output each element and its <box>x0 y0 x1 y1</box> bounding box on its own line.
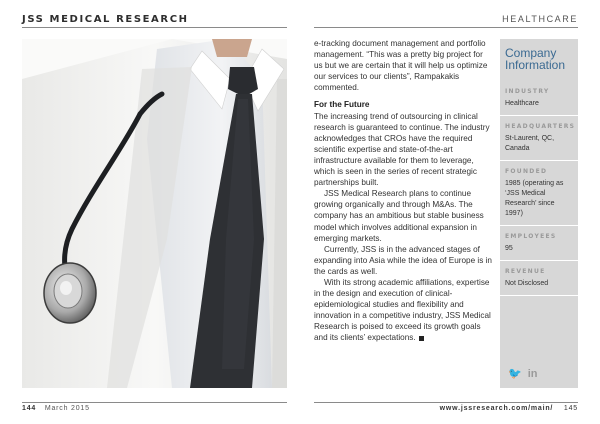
end-mark-icon <box>419 336 424 341</box>
header-left <box>22 9 287 28</box>
info-headquarters <box>500 115 578 160</box>
info-label: FOUNDED <box>505 168 548 175</box>
info-value: Not Disclosed <box>505 280 549 287</box>
doctor-photo <box>22 39 287 388</box>
section-heading: For the Future <box>314 100 370 110</box>
header-right <box>314 9 578 28</box>
article-paragraph: The increasing trend of outsourcing in clinical research is guaranteed to continue. The industry acknowledges that CROs have the required scientific expertise and state-of-the-art infrastructure available for them to leverage, which is seen in the series of recent strategic partnerships built. <box>314 111 490 188</box>
article-body <box>314 38 492 344</box>
info-label: INDUSTRY <box>505 88 550 95</box>
article-paragraph-final <box>314 277 492 344</box>
info-employees <box>500 225 578 260</box>
info-industry <box>500 81 578 115</box>
magazine-section-title: JSS MEDICAL RESEARCH <box>22 14 189 25</box>
company-info-title: Company Information <box>505 46 566 72</box>
linkedin-icon[interactable]: in <box>527 367 538 380</box>
info-founded <box>500 160 578 225</box>
article-paragraph: Currently, JSS is in the advanced stages of expanding into Asia while the idea of Europe is in the cards as well. <box>314 244 492 276</box>
info-label: REVENUE <box>505 268 546 275</box>
social-links <box>508 367 537 380</box>
section-label: HEALTHCARE <box>502 14 578 24</box>
doctor-stethoscope-photo-icon <box>22 39 287 388</box>
footer-left <box>22 402 287 412</box>
article-paragraph: JSS Medical Research plans to continue growing organically and through M&As. The company has an ambitious but stable business model which involves additional expansion in emerging markets. <box>314 189 484 243</box>
page-number-left: 144 <box>22 405 37 412</box>
info-value: 1985 (operating as ‘JSS Medical Research’ since 1997) <box>505 180 564 217</box>
info-value: Healthcare <box>505 100 539 107</box>
info-value: 95 <box>505 245 513 252</box>
info-label: HEADQUARTERS <box>505 123 576 130</box>
twitter-icon[interactable]: 🐦 <box>508 368 522 380</box>
info-label: EMPLOYEES <box>505 233 557 240</box>
article-paragraph: e-tracking document management and portfolio management. “This was a pretty big project for us but we are certain that it will help us optimize our services to our clients”, Rampakakis commented. <box>314 39 488 93</box>
company-info-panel <box>500 39 578 388</box>
website-link[interactable]: www.jssresearch.com/main/ <box>439 405 554 412</box>
info-value: St-Laurent, QC, Canada <box>505 135 555 152</box>
issue-date: March 2015 <box>44 405 90 412</box>
page-number-right: 145 <box>563 405 578 412</box>
info-revenue <box>500 260 578 296</box>
footer-right <box>314 402 578 412</box>
article-paragraph-text: With its strong academic affiliations, expertise in the design and execution of clinical-epidemiological studies and flexibility and innovation in a competitive industry, JSS Medical Research is poised to exceed its growth goals and its clients’ expectations. <box>314 277 491 343</box>
